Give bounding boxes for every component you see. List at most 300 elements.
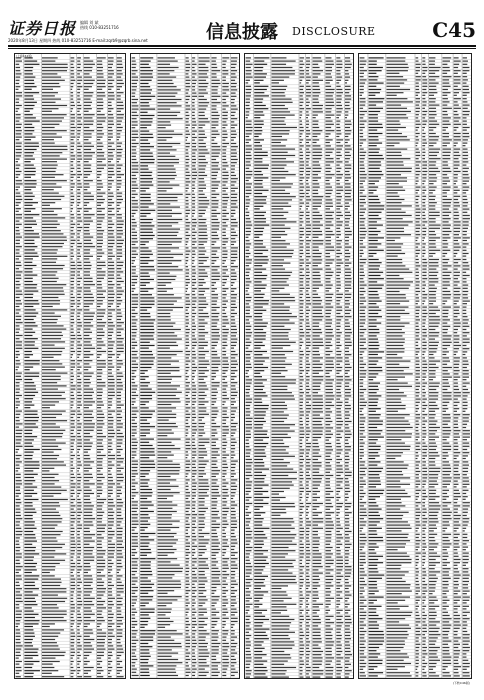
table-cell-text [306, 108, 311, 109]
table-cell-text [132, 511, 137, 512]
table-cell-text [97, 127, 103, 128]
table-cell-text [212, 451, 218, 452]
table-cell-text [186, 165, 190, 166]
table-cell-text [24, 670, 40, 671]
table-cell-text [231, 134, 237, 135]
table-cell-text [222, 169, 226, 170]
table-cell-text [117, 303, 121, 304]
table-cell-text [272, 265, 283, 266]
table-cell-text [336, 108, 342, 109]
table-cell-text [84, 265, 92, 266]
table-cell-text [186, 593, 189, 594]
table-cell-text [222, 451, 225, 452]
table-cell-text [24, 102, 36, 103]
table-cell-text [231, 232, 236, 233]
table-cell-text [24, 240, 34, 241]
table-cell-text [336, 323, 340, 324]
table-cell-text [306, 199, 311, 200]
table-cell-text [71, 205, 73, 206]
table-cell-text [300, 57, 305, 58]
table-cell-text [140, 146, 154, 147]
table-cell-text [108, 658, 111, 659]
table-cell-text [212, 364, 221, 365]
table-cell-text [97, 405, 104, 406]
table-cell-text [158, 354, 177, 355]
table-cell-text [71, 99, 74, 100]
table-cell-text [222, 587, 225, 588]
table-cell-text [222, 156, 226, 157]
table-cell-text [212, 581, 221, 582]
table-cell-text [117, 572, 119, 573]
table-cell-text [140, 665, 153, 666]
table-cell-text [212, 646, 219, 647]
table-cell-text [140, 411, 155, 412]
table-cell-text [199, 172, 205, 173]
table-cell-text [132, 549, 136, 550]
table-cell-text [231, 574, 235, 575]
table-cell-text [84, 436, 93, 437]
table-cell-text [97, 598, 101, 599]
table-cell-text [306, 139, 311, 140]
table-cell-text [132, 102, 137, 103]
table-cell-text [199, 404, 205, 405]
table-cell-text [117, 95, 121, 96]
table-cell-text [140, 527, 147, 528]
table-cell-text [97, 67, 103, 68]
table-cell-text [158, 627, 166, 628]
table-cell-text [84, 544, 90, 545]
table-cell-text [222, 549, 226, 550]
table-cell-text [108, 629, 114, 630]
table-cell-text [336, 221, 343, 222]
table-cell-text [42, 446, 58, 447]
table-cell-text [42, 275, 56, 276]
table-cell-text [24, 611, 33, 612]
table-cell-text [345, 187, 351, 188]
table-cell-text [222, 473, 226, 474]
table-cell-text [246, 155, 252, 156]
table-cell-text [231, 73, 235, 74]
table-cell-text [158, 517, 172, 518]
table-cell-text [313, 73, 321, 74]
table-cell-text [108, 174, 115, 175]
table-cell-text [16, 369, 18, 370]
table-cell-text [140, 156, 153, 157]
table-cell-text [222, 96, 228, 97]
table-cell-text [254, 319, 262, 320]
table-cell-text [186, 251, 191, 252]
table-cell-text [222, 546, 229, 547]
table-cell-text [222, 539, 228, 540]
table-cell-text [117, 414, 121, 415]
table-cell-text [108, 217, 112, 218]
table-cell-text [77, 537, 80, 538]
table-cell-text [254, 203, 266, 204]
table-cell-text [158, 565, 180, 566]
table-cell-text [313, 152, 322, 153]
table-cell-text [186, 316, 189, 317]
table-cell-text [272, 278, 289, 279]
table-cell-text [306, 130, 310, 131]
table-cell-text [345, 70, 348, 71]
table-cell-text [16, 345, 22, 346]
table-cell-text [84, 645, 92, 646]
table-cell-text [231, 524, 237, 525]
table-cell-text [306, 290, 308, 291]
table-cell-text [108, 639, 112, 640]
table-cell-text [246, 383, 252, 384]
table-cell-text [24, 73, 32, 74]
table-cell-text [199, 207, 208, 208]
table-cell-text [246, 342, 252, 343]
table-cell-text [186, 102, 188, 103]
table-cell-text [222, 555, 224, 556]
table-cell-text [345, 307, 349, 308]
table-cell-text [16, 515, 21, 516]
table-cell-text [300, 386, 303, 387]
table-cell-text [222, 445, 226, 446]
table-cell-text [231, 581, 236, 582]
table-cell-text [222, 429, 229, 430]
table-cell-text [77, 470, 79, 471]
table-cell-text [222, 593, 225, 594]
table-cell-text [300, 250, 303, 251]
table-cell-text [42, 676, 64, 677]
table-cell-text [71, 61, 75, 62]
table-cell-text [84, 214, 95, 215]
table-cell-text [246, 379, 252, 380]
table-cell-text [199, 467, 206, 468]
table-cell-text [313, 203, 322, 204]
table-cell-text [117, 629, 123, 630]
table-cell-text [71, 243, 75, 244]
table-cell-text [108, 99, 114, 100]
table-cell-text [108, 499, 113, 500]
table-cell-text [117, 83, 124, 84]
table-cell-text [71, 439, 75, 440]
table-cell-text [186, 662, 189, 663]
table-cell-text [108, 670, 111, 671]
table-cell-text [192, 257, 194, 258]
table-cell-text [186, 118, 189, 119]
table-cell-text [16, 414, 21, 415]
table-cell-text [24, 655, 38, 656]
table-cell-text [140, 238, 153, 239]
table-cell-text [84, 487, 90, 488]
table-cell-text [117, 202, 122, 203]
table-cell-text [231, 351, 235, 352]
table-cell-text [117, 168, 121, 169]
table-cell-text [158, 241, 182, 242]
table-cell-text [158, 99, 182, 100]
table-cell-text [16, 217, 22, 218]
table-cell-text [84, 111, 89, 112]
table-cell-text [84, 515, 93, 516]
table-cell-text [300, 187, 305, 188]
table-cell-text [140, 492, 152, 493]
table-cell-text [16, 249, 20, 250]
table-cell-text [336, 243, 340, 244]
table-cell-text [192, 524, 195, 525]
table-cell-text [326, 389, 333, 390]
table-cell-text [97, 588, 106, 589]
table-cell-text [212, 332, 219, 333]
table-cell-text [97, 614, 102, 615]
table-cell-text [108, 373, 112, 374]
table-cell-text [222, 307, 226, 308]
table-cell-text [254, 354, 262, 355]
table-cell-text [199, 304, 209, 305]
table-cell-text [186, 546, 190, 547]
table-cell-text [186, 225, 190, 226]
table-cell-text [117, 233, 123, 234]
table-cell-text [97, 89, 102, 90]
table-cell-text [132, 219, 136, 220]
table-cell-text [336, 92, 343, 93]
table-cell-text [345, 108, 351, 109]
table-cell-text [71, 265, 76, 266]
table-cell-text [326, 152, 333, 153]
table-cell-text [272, 86, 288, 87]
table-cell-text [117, 80, 123, 81]
table-cell-text [212, 627, 215, 628]
table-cell-text [231, 373, 235, 374]
table-cell-text [300, 177, 305, 178]
table-cell-text [24, 382, 34, 383]
table-cell-text [192, 457, 195, 458]
table-cell-text [326, 364, 334, 365]
table-cell-text [71, 57, 75, 58]
table-cell-text [42, 395, 62, 396]
table-cell-text [158, 102, 177, 103]
table-cell-text [84, 626, 88, 627]
table-cell-text [16, 433, 22, 434]
table-cell-text [300, 228, 304, 229]
table-cell-text [108, 168, 114, 169]
table-cell-text [24, 579, 38, 580]
table-cell-text [158, 190, 167, 191]
table-cell-text [199, 229, 208, 230]
table-cell-text [108, 306, 111, 307]
table-cell-text [222, 370, 227, 371]
table-cell-text [272, 180, 280, 181]
table-cell-text [16, 363, 21, 364]
table-cell-text [108, 303, 113, 304]
table-cell-text [222, 165, 228, 166]
table-cell-text [140, 159, 154, 160]
table-cell-text [222, 86, 228, 87]
table-cell-text [158, 294, 174, 295]
table-cell-text [108, 357, 112, 358]
table-cell-text [313, 108, 323, 109]
table-cell-text [186, 238, 189, 239]
table-cell-text [24, 275, 37, 276]
table-cell-text [117, 338, 124, 339]
table-cell-text [192, 530, 195, 531]
table-cell-text [77, 262, 81, 263]
table-cell-text [345, 335, 350, 336]
table-cell-text [231, 260, 236, 261]
table-cell-text [231, 382, 237, 383]
table-cell-text [97, 77, 104, 78]
table-cell-text [199, 194, 205, 195]
table-cell-text [71, 633, 75, 634]
table-cell-text [306, 303, 311, 304]
table-cell-text [71, 452, 73, 453]
table-cell-text [108, 281, 112, 282]
table-cell-text [192, 127, 195, 128]
table-cell-text [108, 598, 115, 599]
table-cell-text [336, 225, 342, 226]
table-cell-text [71, 322, 75, 323]
table-cell-text [140, 361, 153, 362]
table-cell-text [336, 193, 340, 194]
table-cell-text [186, 464, 191, 465]
table-cell-text [186, 640, 191, 641]
table-cell-text [246, 61, 251, 62]
table-cell-text [326, 263, 333, 264]
table-cell-text [199, 389, 209, 390]
table-cell-text [77, 455, 80, 456]
table-cell-text [84, 99, 91, 100]
table-cell-text [84, 64, 95, 65]
table-cell-text [132, 599, 137, 600]
table-cell-text [186, 517, 189, 518]
table-cell-text [336, 187, 343, 188]
table-cell-text [140, 420, 147, 421]
table-cell-text [192, 64, 196, 65]
table-cell-text [212, 392, 218, 393]
table-cell-text [24, 227, 32, 228]
table-cell-text [16, 246, 22, 247]
table-cell-text [84, 493, 94, 494]
table-cell-text [140, 118, 152, 119]
table-cell-text [192, 86, 195, 87]
table-cell-text [140, 511, 154, 512]
table-cell-text [186, 121, 189, 122]
table-cell-text [71, 329, 74, 330]
table-cell-text [140, 414, 152, 415]
table-cell-text [326, 319, 333, 320]
table-cell-text [231, 194, 237, 195]
table-cell-text [16, 566, 23, 567]
table-cell-text [313, 174, 318, 175]
editor-line: 编辑 刘 斌 [80, 20, 99, 25]
table-cell-text [212, 653, 219, 654]
table-cell-text [117, 165, 123, 166]
table-cell-text [158, 361, 179, 362]
table-cell-text [231, 282, 235, 283]
table-cell-text [71, 455, 75, 456]
table-cell-text [77, 335, 81, 336]
table-cell-text [199, 319, 205, 320]
table-cell-text [306, 329, 311, 330]
table-cell-text [254, 121, 263, 122]
table-cell-text [108, 496, 111, 497]
table-cell-text [300, 310, 303, 311]
table-cell-text [336, 386, 341, 387]
table-cell-text [231, 599, 236, 600]
table-cell-text [222, 197, 229, 198]
table-cell-text [71, 146, 74, 147]
table-cell-text [158, 533, 177, 534]
table-cell-text [272, 345, 291, 346]
table-cell-text [272, 108, 289, 109]
table-cell-text [97, 670, 104, 671]
table-cell-text [16, 294, 23, 295]
table-cell-text [71, 208, 73, 209]
table-cell-text [199, 392, 205, 393]
table-cell-text [212, 146, 221, 147]
table-cell-text [16, 477, 21, 478]
table-cell-text [246, 237, 249, 238]
table-cell-text [192, 304, 195, 305]
table-cell-text [212, 659, 217, 660]
table-cell-text [77, 547, 81, 548]
table-cell-text [158, 57, 175, 58]
table-cell-text [186, 646, 190, 647]
table-cell-text [132, 64, 137, 65]
table-cell-text [24, 509, 35, 510]
table-cell-text [77, 560, 81, 561]
table-cell-text [42, 614, 67, 615]
table-cell-text [186, 269, 190, 270]
table-cell-text [212, 169, 220, 170]
table-cell-text [199, 511, 206, 512]
table-cell-text [117, 105, 124, 106]
table-cell-text [222, 536, 226, 537]
table-cell-text [300, 61, 303, 62]
table-cell-text [231, 530, 235, 531]
table-cell-text [132, 279, 137, 280]
table-cell-text [97, 253, 104, 254]
table-cell-text [212, 640, 218, 641]
table-cell-text [192, 156, 195, 157]
table-cell-text [212, 64, 217, 65]
table-cell-text [199, 624, 208, 625]
table-cell-text [345, 193, 351, 194]
table-cell-text [132, 565, 138, 566]
table-cell-text [231, 649, 235, 650]
table-cell-text [272, 218, 287, 219]
table-cell-text [212, 294, 218, 295]
table-cell-text [192, 323, 195, 324]
table-cell-text [132, 612, 138, 613]
table-cell-text [336, 168, 341, 169]
table-cell-text [222, 70, 228, 71]
table-cell-text [306, 383, 309, 384]
table-cell-text [222, 364, 229, 365]
table-cell-text [42, 490, 67, 491]
table-cell-text [42, 534, 61, 535]
table-cell-text [306, 180, 308, 181]
table-cell-text [158, 407, 177, 408]
table-cell-text [77, 575, 80, 576]
table-cell-text [192, 319, 194, 320]
table-cell-text [77, 661, 81, 662]
table-cell-text [199, 448, 206, 449]
table-cell-text [199, 536, 204, 537]
table-cell-text [42, 496, 54, 497]
table-cell-text [97, 398, 102, 399]
table-cell-text [192, 146, 196, 147]
table-cell-text [140, 200, 151, 201]
table-cell-text [24, 443, 32, 444]
table-cell-text [140, 83, 148, 84]
table-cell-text [117, 155, 122, 156]
table-cell-text [231, 543, 238, 544]
table-cell-text [117, 521, 122, 522]
